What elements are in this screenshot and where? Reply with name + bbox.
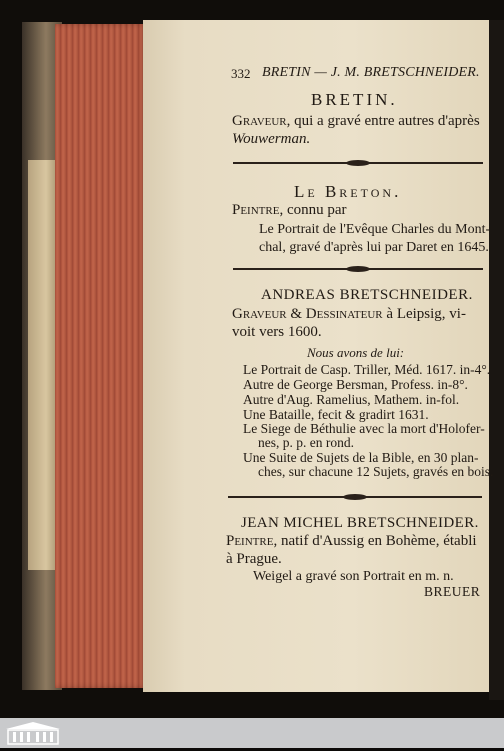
entry-line: Autre d'Aug. Ramelius, Mathem. in-fol. (243, 392, 460, 407)
page-number: 332 (231, 66, 251, 81)
entry-line: Wouwerman. (232, 131, 311, 147)
entry-heading: JEAN MICHEL BRETSCHNEIDER. (241, 515, 479, 531)
back-leaf (28, 160, 58, 570)
entry-line: Le Portrait de l'Evêque Charles du Mont- (259, 222, 491, 237)
entry-line: à Prague. (226, 551, 282, 567)
entry-line: Le Portrait de Casp. Triller, Méd. 1617. in-4°. (243, 362, 491, 377)
entry-line (232, 113, 480, 130)
entry-text: , connu par (279, 202, 347, 218)
entry-line (226, 533, 477, 550)
entry-line: Une Suite de Sujets de la Bible, en 30 plan- (243, 450, 479, 465)
entry-line: Le Siege de Béthulie avec la mort d'Holofer- (243, 421, 485, 436)
library-building-logo (4, 720, 62, 746)
entry-heading: ANDREAS BRETSCHNEIDER. (261, 287, 473, 303)
entry-line: Une Bataille, fecit & gradirt 1631. (243, 407, 429, 422)
entry-line (232, 202, 347, 219)
page-shadow (489, 20, 504, 700)
entry-line (232, 306, 466, 323)
entry-line: voit vers 1600. (232, 324, 322, 340)
entry-heading: BRETIN. (311, 90, 398, 109)
page-edges-red (55, 24, 147, 688)
entry-line: ches, sur chacune 12 Sujets, gravés en bois. (258, 464, 494, 479)
entry-line: Weigel a gravé son Portrait en m. n. (253, 569, 454, 584)
entry-role: Peintre (226, 533, 274, 549)
entry-line: chal, gravé d'après lui par Daret en 1645. (259, 240, 489, 255)
running-title: BRETIN — J. M. BRETSCHNEIDER. (262, 65, 480, 80)
entry-line: nes, p. p. en rond. (258, 435, 354, 450)
entry-line: Nous avons de lui: (307, 345, 405, 360)
entry-text: à Leipsig, vi- (382, 306, 466, 322)
entry-heading: Le Breton. (294, 182, 402, 201)
catchword: BREUER (424, 584, 481, 599)
entry-text: , qui a gravé entre autres d'après (286, 113, 480, 129)
entry-line: Autre de George Bersman, Profess. in-8°. (243, 377, 468, 392)
ornamental-rule (228, 494, 482, 499)
entry-role: Peintre (232, 202, 280, 218)
viewer-footer-bar (0, 718, 504, 748)
ornamental-rule (233, 266, 483, 271)
ornamental-rule (233, 160, 483, 165)
entry-role: Graveur (232, 113, 287, 129)
entry-text: , natif d'Aussig en Bohème, établi (273, 533, 477, 549)
entry-role: Graveur & Dessinateur (232, 306, 383, 322)
